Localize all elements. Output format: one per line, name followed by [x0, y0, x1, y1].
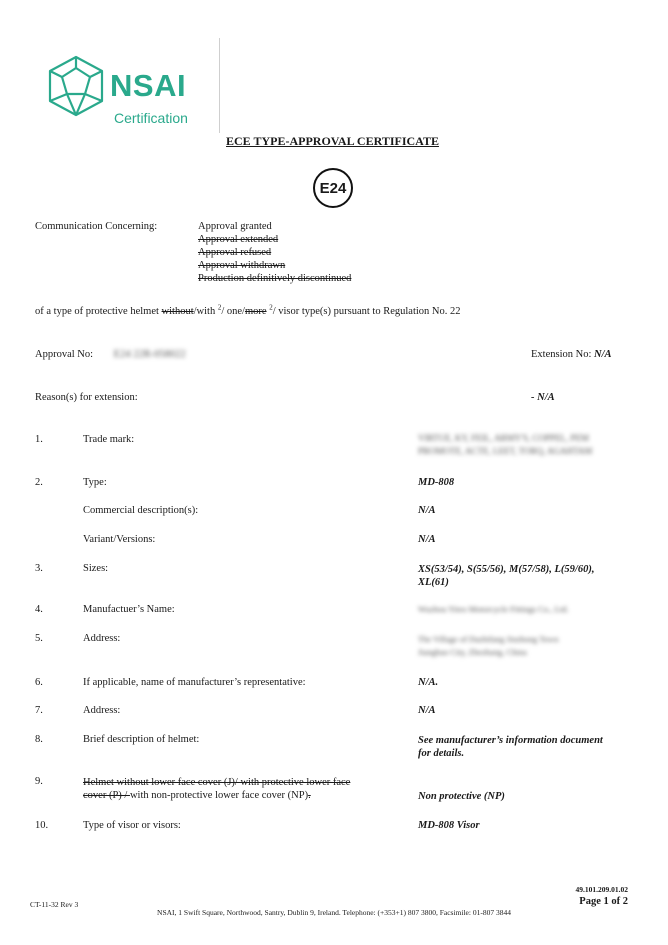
label-part: . — [308, 790, 311, 801]
representative-address-value: N/A — [418, 705, 436, 716]
address-label: Address: — [83, 633, 121, 644]
sizes-label: Sizes: — [83, 563, 109, 574]
footnote-ref: 2 — [217, 303, 222, 312]
extension-row — [531, 349, 612, 360]
option-approval-extended: Approval extended — [198, 234, 279, 245]
trade-mark-value — [418, 432, 592, 458]
variant-label: Variant/Versions: — [83, 534, 156, 545]
trade-mark-label: Trade mark: — [83, 434, 135, 445]
manufacturer-name-value: Wuzhou Yiteo Motorcycle Fittings Co., Ltd. — [418, 604, 569, 614]
header-divider — [219, 38, 220, 133]
representative-value: N/A. — [418, 677, 439, 688]
certificate-title: ECE TYPE-APPROVAL CERTIFICATE — [226, 134, 439, 148]
helmet-description-value — [418, 734, 603, 760]
reference-number: 49.101.209.01.02 — [575, 885, 628, 894]
item-number: 2. — [35, 477, 43, 488]
value-line: See manufacturer’s information document — [418, 735, 603, 746]
commercial-description-value: N/A — [418, 505, 436, 516]
address-value — [418, 633, 558, 659]
statement-part: / visor type(s) pursuant to Regulation No. 22 — [272, 306, 461, 317]
value-line: Jiangbao City, Zhezhang, China — [418, 647, 527, 657]
value-line: VIRTUE, KY, FEIL, ARMY'S, COPPEL, PEM — [418, 433, 589, 443]
face-cover-label — [83, 776, 350, 802]
item-number: 8. — [35, 734, 43, 745]
representative-label: If applicable, name of manufacturer’s representative: — [83, 677, 306, 688]
item-number: 3. — [35, 563, 43, 574]
label-line: Helmet without lower face cover (J)/ with protective lower face — [83, 777, 351, 788]
value-line: XL(61) — [418, 577, 449, 588]
approval-number: E24 22R-058022 — [113, 349, 186, 360]
representative-address-label: Address: — [83, 705, 121, 716]
dodecahedron-logo-icon — [44, 54, 108, 118]
value-line: XS(53/54), S(55/56), M(57/58), L(59/60), — [418, 564, 595, 575]
type-value: MD-808 — [418, 477, 455, 488]
value-line: The Village of Dazhifang Jinzhong Town — [418, 634, 559, 644]
statement-line — [35, 303, 461, 317]
item-number: 1. — [35, 434, 43, 445]
item-number: 4. — [35, 604, 43, 615]
item-number: 6. — [35, 677, 43, 688]
label-part: with non-protective lower face cover (NP) — [129, 790, 309, 801]
item-number: 10. — [35, 820, 49, 831]
value-line: PROMOTE, ACTE, LEET, TORQ, AGAHTAM — [418, 446, 593, 456]
face-cover-value: Non protective (NP) — [418, 791, 505, 802]
reasons-label: Reason(s) for extension: — [35, 392, 138, 403]
visor-label: Type of visor or visors: — [83, 820, 181, 831]
option-production-discontinued: Production definitively discontinued — [198, 273, 352, 284]
statement-part: /with — [193, 306, 218, 317]
label-part: cover (P) / — [83, 790, 130, 801]
type-label: Type: — [83, 477, 107, 488]
item-number: 9. — [35, 776, 43, 787]
reasons-value: - N/A — [531, 392, 555, 403]
value-line: for details. — [418, 748, 465, 759]
sizes-value — [418, 563, 594, 589]
helmet-description-label: Brief description of helmet: — [83, 734, 200, 745]
communication-label: Communication Concerning: — [35, 221, 158, 232]
e-mark-circle: E24 — [313, 168, 353, 208]
footer-address: NSAI, 1 Swift Square, Northwood, Santry, Dublin 9, Ireland. Telephone: (+353+1) 807 3800, Facsimile: 01-807 3844 — [157, 908, 511, 917]
option-approval-granted: Approval granted — [198, 221, 272, 232]
statement-more: more — [244, 306, 267, 317]
extension-label: Extension No: — [531, 349, 592, 360]
form-code: CT-11-32 Rev 3 — [30, 900, 79, 909]
approval-label: Approval No: — [35, 349, 94, 360]
page-number: Page 1 of 2 — [579, 896, 628, 907]
approval-row — [35, 349, 186, 360]
option-approval-withdrawn: Approval withdrawn — [198, 260, 286, 271]
footnote-ref: 2 — [269, 303, 273, 312]
statement-part: / one/ — [221, 306, 245, 317]
statement-part: of a type of protective helmet — [35, 306, 162, 317]
item-number: 5. — [35, 633, 43, 644]
logo-wordmark: NSAI — [110, 68, 187, 103]
variant-value: N/A — [418, 534, 436, 545]
extension-value: N/A — [594, 349, 612, 360]
item-number: 7. — [35, 705, 43, 716]
option-approval-refused: Approval refused — [198, 247, 272, 258]
visor-value: MD-808 Visor — [418, 820, 480, 831]
commercial-description-label: Commercial description(s): — [83, 505, 199, 516]
communication-options — [198, 220, 351, 285]
nsai-logo — [44, 48, 204, 132]
statement-without: without — [161, 306, 194, 317]
logo-subtitle: Certification — [114, 110, 188, 126]
manufacturer-name-label: Manufactuer’s Name: — [83, 604, 175, 615]
